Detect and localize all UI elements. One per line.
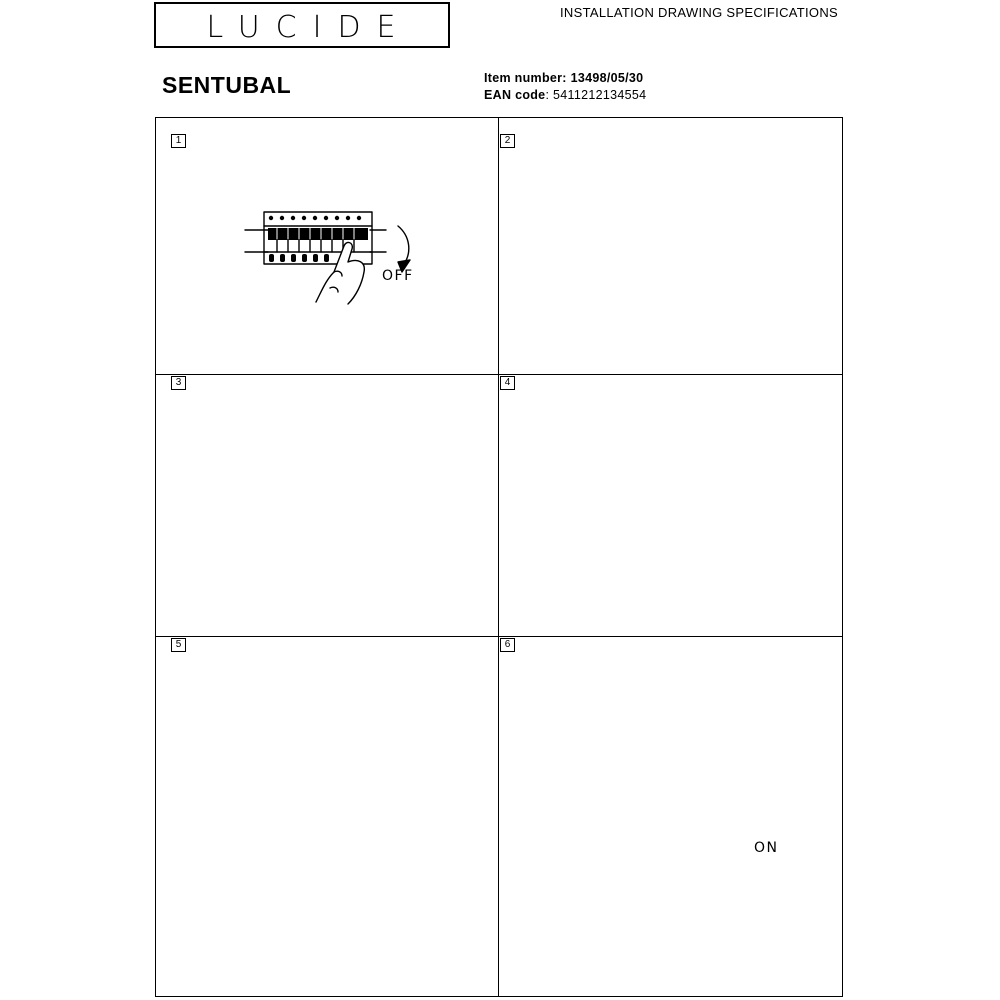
step-5-number: 5 [171,638,186,652]
step-2-number: 2 [500,134,515,148]
step-6-on-label: ON [754,840,779,856]
step-4-number: 4 [500,376,515,390]
product-name: SENTUBAL [162,72,292,98]
step-3-number: 3 [171,376,186,390]
ean-code-value: : 5411212134554 [545,88,647,102]
step-6-number: 6 [500,638,515,652]
document-title: INSTALLATION DRAWING SPECIFICATIONS [560,5,838,20]
ean-code-label: EAN code [484,88,546,102]
item-number-value: 13498/05/30 [570,71,644,85]
step-1-off-label: OFF [382,268,414,284]
logo-text: LUCIDE [206,10,412,45]
item-number-label: Item number: [484,71,567,85]
step-1-breaker-panel-illustration [245,212,410,304]
step-1-number: 1 [171,134,186,148]
